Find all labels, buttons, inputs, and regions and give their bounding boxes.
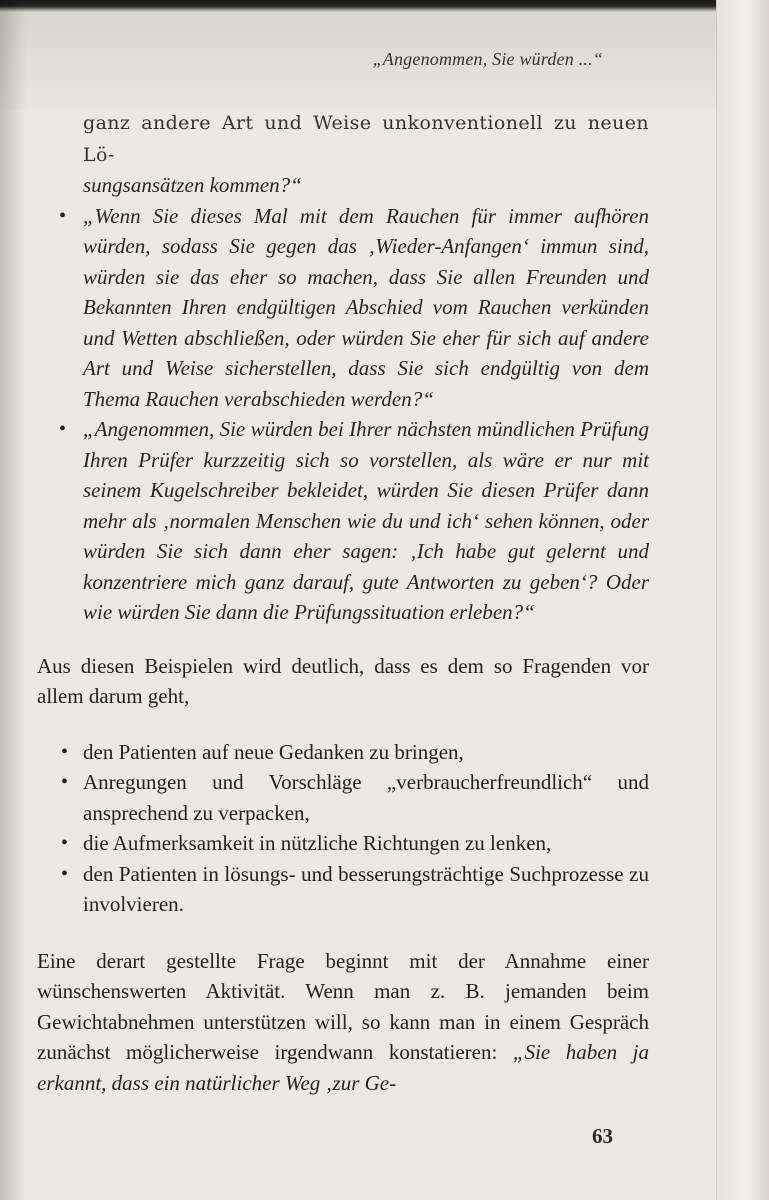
paragraph-final-roman: Eine derart gestellte Frage beginnt mit der Annahme einer wünschenswerten Aktivität. Wenn man z. B. jemanden beim Gewichtabnehmen unterstützen will, so kann man in einem Gespräch zunächst möglicherweise irgendwann konstatieren:: [37, 948, 649, 1064]
bullet-icon: •: [59, 418, 67, 440]
bullet-text: den Patienten in lösungs- und besserungsträchtige Suchprozesse zu involvieren.: [83, 861, 649, 916]
list-item: [61, 828, 649, 859]
bullet-text: „Angenommen, Sie würden bei Ihrer nächsten mündlichen Prüfung Ihren Prüfer kurzzeitig sich so vorstellen, als wäre er nur mit seinem Kugelschreiber bekleidet, würden Sie diesen Prüfer dann mehr als ‚normalen Menschen wie du und ich‘ sehen können, oder würden Sie sich dann eher sagen: ‚Ich habe gut gelernt und konzentriere mich ganz darauf, gute Antworten zu geben‘? Oder wie würden Sie dann die Prüfungssituation erleben?“: [83, 417, 649, 624]
list-item: [61, 859, 649, 920]
page-number: 63: [592, 1124, 613, 1148]
bullet-icon: •: [61, 740, 69, 763]
page-gutter-shadow: [0, 0, 26, 1200]
goal-list: [37, 737, 649, 920]
paragraph-final: [37, 946, 649, 1099]
bullet-text: den Patienten auf neue Gedanken zu bringen,: [83, 739, 464, 764]
bullet-text: die Aufmerksamkeit in nützliche Richtungen zu lenken,: [83, 831, 552, 855]
bullet-icon: •: [61, 862, 69, 885]
bullet-text: Anregungen und Vorschläge „verbraucherfreundlich“ und ansprechend zu verpacken,: [83, 770, 649, 825]
bullet-icon: •: [61, 832, 69, 854]
list-item: [61, 737, 649, 768]
bullet-text: „Wenn Sie dieses Mal mit dem Rauchen für immer aufhören würden, sodass Sie gegen das ‚Wieder-Anfangen‘ immun sind, würden sie das eher so machen, dass Sie allen Freunden und Bekannten Ihren endgültigen Abschied vom Rauchen verkünden und Wetten abschließen, oder würden Sie eher für sich auf andere Art und Weise sicherstellen, dass Sie sich endgültig von dem Thema Rauchen verabschieden werden?“: [83, 203, 649, 411]
list-item: [59, 201, 649, 415]
bullet-icon: •: [59, 204, 67, 227]
page-edge: [716, 0, 769, 1200]
list-item: [61, 767, 649, 828]
continuation-text: [83, 107, 649, 201]
italic-quote-block: [37, 107, 649, 628]
handwritten-text: ganz andere Art und Weise unkonventionell zu neuen Lö-: [83, 112, 649, 166]
bullet-icon: •: [61, 771, 69, 793]
running-head: „Angenommen, Sie würden ...“: [372, 49, 603, 69]
list-item: [59, 414, 649, 628]
page-body: [37, 107, 649, 1098]
paragraph-final-italic: „Sie haben ja erkannt, dass ein natürlicher Weg ‚zur Ge-: [37, 1040, 649, 1095]
paragraph-intro: Aus diesen Beispielen wird deutlich, dass es dem so Fragenden vor allem darum geht,: [37, 653, 649, 708]
continuation-italic: sungsansätzen kommen?“: [83, 173, 302, 197]
